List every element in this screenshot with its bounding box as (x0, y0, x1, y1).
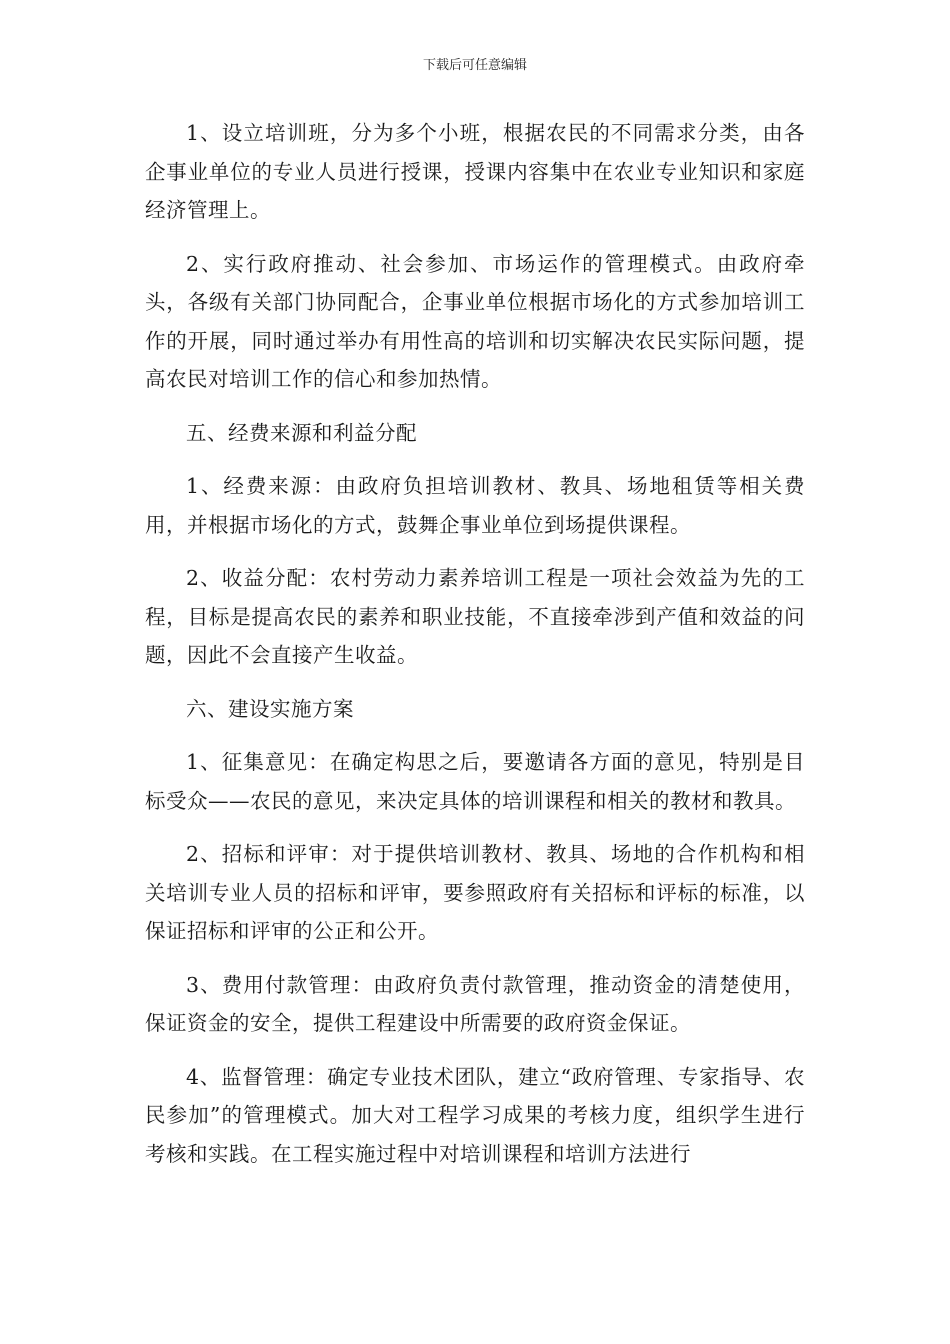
page-header-note: 下载后可任意编辑 (422, 58, 527, 73)
paragraph-bidding-review: 2、招标和评审：对于提供培训教材、教具、场地的合作机构和相关培训专业人员的招标和评审，要参照政府有关招标和评标的标准，以保证招标和评审的公正和公开。 (145, 842, 805, 943)
paragraph-training-classes: 1、设立培训班，分为多个小班，根据农民的不同需求分类，由各企事业单位的专业人员进行授课，授课内容集中在农业专业知识和家庭经济管理上。 (145, 121, 805, 222)
document-body (145, 114, 805, 1188)
paragraph-collect-opinions: 1、征集意见：在确定构思之后，要邀请各方面的意见，特别是目标受众——农民的意见，来决定具体的培训课程和相关的教材和教具。 (145, 750, 805, 813)
paragraph-funding-source: 1、经费来源：由政府负担培训教材、教具、场地租赁等相关费用，并根据市场化的方式，鼓舞企事业单位到场提供课程。 (145, 474, 805, 537)
section-heading-funding: 五、经费来源和利益分配 (186, 420, 417, 445)
section-heading-implementation: 六、建设实施方案 (186, 696, 354, 721)
paragraph-revenue-distribution: 2、收益分配：农村劳动力素养培训工程是一项社会效益为先的工程，目标是提高农民的素养和职业技能，不直接牵涉到产值和效益的问题，因此不会直接产生收益。 (145, 566, 805, 667)
paragraph-supervision: 4、监督管理：确定专业技术团队，建立“政府管理、专家指导、农民参加”的管理模式。加大对工程学习成果的考核力度，组织学生进行考核和实践。在工程实施过程中对培训课程和培训方法进行 (145, 1064, 805, 1166)
paragraph-management-mode: 2、实行政府推动、社会参加、市场运作的管理模式。由政府牵头，各级有关部门协同配合，企事业单位根据市场化的方式参加培训工作的开展，同时通过举办有用性高的培训和切实解决农民实际问题，提高农民对培训工作的信心和参加热情。 (145, 251, 805, 391)
paragraph-payment-management: 3、费用付款管理：由政府负责付款管理，推动资金的清楚使用，保证资金的安全，提供工程建设中所需要的政府资金保证。 (145, 972, 805, 1035)
